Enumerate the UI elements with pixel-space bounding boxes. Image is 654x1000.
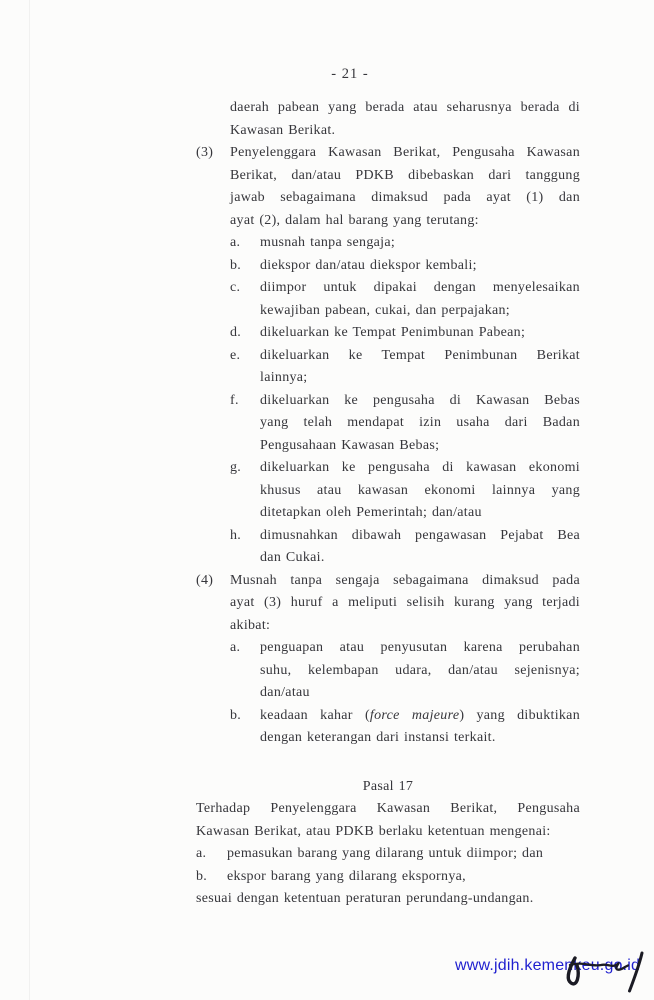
list-item-text: dikeluarkan ke Tempat Penimbunan Berikat — [260, 347, 580, 363]
list-item-text: dengan keterangan dari instansi terkait. — [260, 730, 496, 745]
list-item-text: ditetapkan oleh Pemerintah; dan/atau — [260, 505, 482, 520]
list-marker: a. — [196, 846, 207, 861]
list-marker: b. — [230, 707, 242, 723]
list-marker: b. — [196, 868, 208, 884]
paragraph-line: Kawasan Berikat, atau PDKB berlaku ketentuan mengenai: — [196, 823, 551, 839]
list-marker: f. — [230, 392, 239, 408]
list-item-text: dan Cukai. — [260, 550, 325, 565]
paragraph-line: ayat (2), dalam hal barang yang terutang: — [230, 212, 479, 228]
list-item-a — [230, 232, 580, 255]
paragraph-line: daerah pabean yang berada atau seharusnya berada di — [230, 100, 580, 115]
ayat-3-marker: (3) — [196, 145, 214, 160]
document-body — [196, 97, 580, 911]
scan-artifact-line — [29, 0, 30, 1000]
list-item-text: suhu, kelembapan udara, dan/atau sejenisnya; — [260, 662, 580, 678]
ayat-4-marker: (4) — [196, 572, 214, 588]
list-item-text: dikeluarkan ke pengusaha di Kawasan Bebas — [260, 392, 580, 408]
list-marker: g. — [230, 460, 242, 475]
list-item-text: dikeluarkan ke pengusaha di kawasan ekonomi — [260, 460, 580, 475]
paragraph-line: Terhadap Penyelenggara Kawasan Berikat, Pengusaha — [196, 801, 580, 816]
list-item-text: kewajiban pabean, cukai, dan perpajakan; — [260, 302, 511, 318]
paragraph-line: jawab sebagaimana dimaksud pada ayat (1) dan — [230, 190, 580, 205]
paragraph-line: Berikat, dan/atau PDKB dibebaskan dari tanggung — [230, 167, 580, 183]
list-marker: a. — [230, 235, 241, 250]
list-item-a — [230, 637, 580, 705]
text-fragment: keadaan kahar ( — [260, 707, 370, 723]
ayat-4-sublist — [230, 637, 580, 750]
list-item-g — [230, 457, 580, 525]
list-item-b — [230, 705, 580, 750]
list-item-text: dan/atau — [260, 685, 310, 700]
list-item-text: ekspor barang yang dilarang ekspornya, — [227, 868, 466, 884]
list-item-text: diimpor untuk dipakai dengan menyelesaikan — [260, 280, 580, 295]
ayat-3-sublist — [230, 232, 580, 570]
list-item-c — [230, 277, 580, 322]
paragraph-line: Musnah tanpa sengaja sebagaimana dimaksud pada — [230, 572, 580, 588]
jdih-kemenkeu-link[interactable]: www.jdih.kemenkeu.go.id — [455, 957, 641, 974]
list-item-b — [196, 866, 580, 889]
list-item-text — [260, 705, 580, 728]
paragraph-line: akibat: — [230, 617, 271, 633]
intro-paragraph — [230, 97, 580, 142]
list-marker: b. — [230, 257, 242, 273]
paragraph-line: Penyelenggara Kawasan Berikat, Pengusaha Kawasan — [230, 145, 580, 160]
list-item-text: Pengusahaan Kawasan Bebas; — [260, 437, 440, 453]
list-item-text: lainnya; — [260, 370, 308, 385]
ayat-4 — [196, 570, 580, 638]
paragraph-line: Kawasan Berikat. — [230, 122, 336, 138]
page-number: - 21 - — [331, 66, 369, 82]
list-item-text: dimusnahkan dibawah pengawasan Pejabat Bea — [260, 527, 580, 543]
list-item-h — [230, 525, 580, 570]
text-fragment: ) yang dibuktikan — [459, 707, 580, 723]
ayat-4-text — [230, 570, 580, 638]
list-item-e — [230, 345, 580, 390]
list-item-text: yang telah mendapat izin usaha dari Badan — [260, 415, 580, 430]
list-item-text: khusus atau kawasan ekonomi lainnya yang — [260, 482, 580, 498]
list-marker: a. — [230, 640, 241, 655]
list-item-b — [230, 255, 580, 278]
list-marker: d. — [230, 325, 242, 340]
italic-phrase: force majeure — [369, 707, 460, 723]
list-item-text: penguapan atau penyusutan karena perubahan — [260, 640, 580, 655]
list-item-text: dikeluarkan ke Tempat Penimbunan Pabean; — [260, 325, 526, 340]
list-item-a — [196, 843, 580, 866]
list-marker: e. — [230, 347, 241, 363]
paragraph-line: ayat (3) huruf a meliputi selisih kurang yang terjadi — [230, 595, 580, 610]
ayat-3 — [196, 142, 580, 232]
list-item-d — [230, 322, 580, 345]
list-item-f — [230, 390, 580, 458]
pasal-17-section — [196, 776, 580, 911]
list-item-text: pemasukan barang yang dilarang untuk diimpor; dan — [227, 846, 544, 861]
pasal-17-title: Pasal 17 — [362, 778, 414, 794]
list-item-text: musnah tanpa sengaja; — [260, 235, 396, 250]
list-marker: c. — [230, 280, 241, 295]
closing-line: sesuai dengan ketentuan peraturan perundang-undangan. — [196, 891, 534, 906]
list-marker: h. — [230, 527, 242, 543]
list-item-text: diekspor dan/atau diekspor kembali; — [260, 257, 477, 273]
ayat-3-text — [230, 142, 580, 232]
